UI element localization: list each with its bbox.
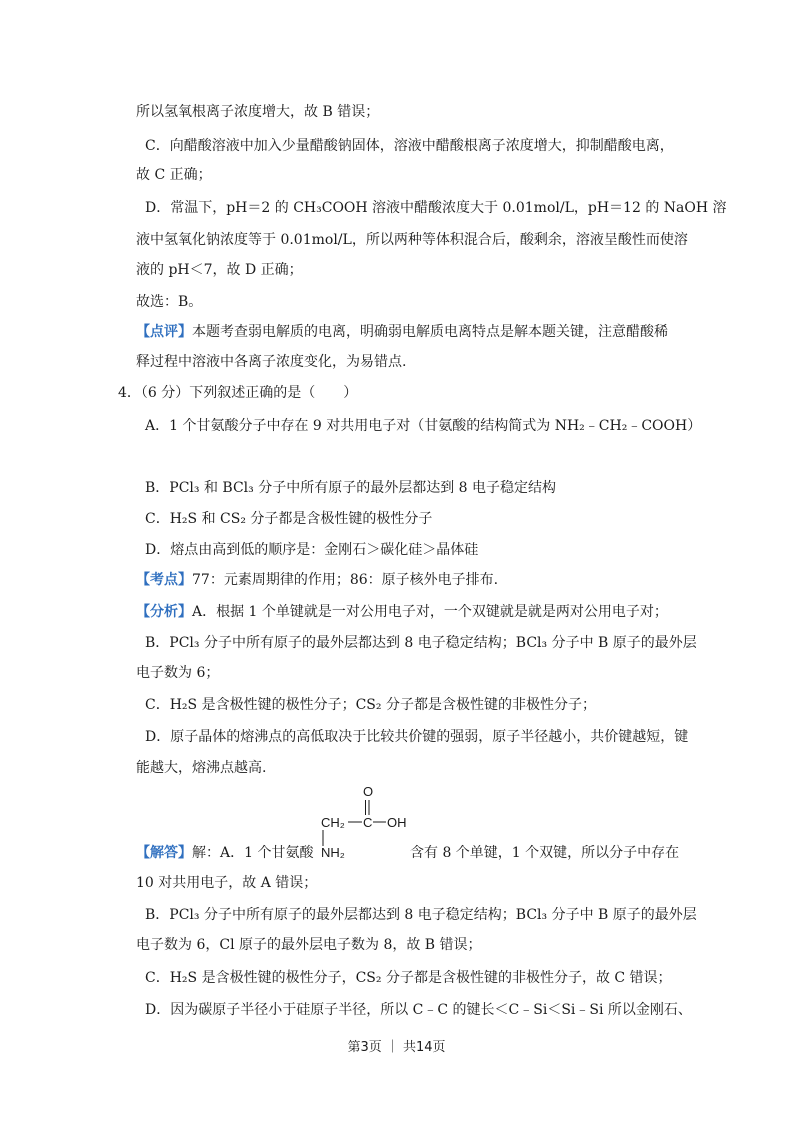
analysis-tag: 【分析】 bbox=[136, 604, 192, 620]
knowledge-text: 77：元素周期律的作用；86：原子核外电子排布. bbox=[192, 572, 499, 588]
comment-text: 本题考查弱电解质的电离，明确弱电解质电离特点是解本题关键，注意醋酸稀 bbox=[192, 324, 668, 340]
question-title: 4．（6 分）下列叙述正确的是（ ） bbox=[118, 385, 358, 401]
carbon-label: C bbox=[363, 815, 373, 830]
text-line: C．向醋酸溶液中加入少量醋酸钠固体，溶液中醋酸根离子浓度增大，抑制醋酸电离， bbox=[145, 138, 674, 154]
option-c: C．H₂S 和 CS₂ 分子都是含极性键的极性分子 bbox=[145, 511, 433, 527]
glycine-structure bbox=[318, 784, 410, 864]
answer-line bbox=[136, 843, 313, 863]
text-line: 故选：B。 bbox=[136, 294, 203, 310]
option-d: D．熔点由高到低的顺序是：金刚石＞碳化硅＞晶体硅 bbox=[145, 542, 479, 558]
knowledge-point-line bbox=[136, 570, 498, 590]
nh2-label: NH₂ bbox=[321, 845, 345, 860]
option-a: A．1 个甘氨酸分子中存在 9 对共用电子对（甘氨酸的结构简式为 NH₂﹣CH₂﹣COOH） bbox=[145, 418, 702, 434]
text-line: B．PCl₃ 分子中所有原子的最外层都达到 8 电子稳定结构；BCl₃ 分子中 B 原子的最外层 bbox=[145, 907, 697, 923]
analysis-line bbox=[136, 602, 668, 622]
answer-text-continued: 含有 8 个单键，1 个双键，所以分子中存在 bbox=[410, 845, 680, 861]
text-line: 故 C 正确； bbox=[136, 167, 212, 183]
knowledge-tag: 【考点】 bbox=[136, 572, 192, 588]
analysis-text: A．根据 1 个单键就是一对公用电子对，一个双键就是就是两对公用电子对； bbox=[192, 604, 668, 620]
text-line: D．因为碳原子半径小于硅原子半径，所以 C﹣C 的键长＜C﹣Si＜Si﹣Si 所以金刚石、 bbox=[145, 1002, 692, 1018]
text-line: 液中氢氧化钠浓度等于 0.01mol/L，所以两种等体积混合后，酸剩余，溶液呈酸性而使溶 bbox=[136, 232, 688, 248]
text-line: 释过程中溶液中各离子浓度变化，为易错点. bbox=[136, 354, 407, 370]
ch2-label: CH₂ bbox=[321, 815, 345, 830]
text-line: 电子数为 6； bbox=[136, 665, 220, 681]
text-line: 电子数为 6，Cl 原子的最外层电子数为 8，故 B 错误； bbox=[136, 937, 482, 953]
text-line: 所以氢氧根离子浓度增大，故 B 错误； bbox=[136, 104, 380, 120]
text-line: 液的 pH＜7，故 D 正确； bbox=[136, 262, 303, 278]
text-line: 能越大，熔沸点越高. bbox=[136, 760, 267, 776]
hydroxyl-label: OH bbox=[387, 815, 407, 830]
text-line: C．H₂S 是含极性键的极性分子，CS₂ 分子都是含极性键的非极性分子，故 C 错误； bbox=[145, 970, 672, 986]
comment-tag: 【点评】 bbox=[136, 324, 192, 340]
text-line: 10 对共用电子，故 A 错误； bbox=[136, 875, 318, 891]
oxygen-label: O bbox=[363, 784, 374, 799]
text-line: D．原子晶体的熔沸点的高低取决于比较共价键的强弱，原子半径越小，共价键越短，键 bbox=[145, 729, 689, 745]
page-footer: 第3页 ｜ 共14页 bbox=[347, 1040, 446, 1055]
text-line: B．PCl₃ 分子中所有原子的最外层都达到 8 电子稳定结构；BCl₃ 分子中 B 原子的最外层 bbox=[145, 635, 697, 651]
answer-tag: 【解答】 bbox=[136, 845, 192, 861]
text-line: C．H₂S 是含极性键的极性分子；CS₂ 分子都是含极性键的非极性分子； bbox=[145, 697, 596, 713]
answer-text: 解：A．1 个甘氨酸 bbox=[192, 845, 314, 861]
comment-line bbox=[136, 322, 668, 342]
option-b: B．PCl₃ 和 BCl₃ 分子中所有原子的最外层都达到 8 电子稳定结构 bbox=[145, 480, 557, 496]
text-line: D．常温下，pH＝2 的 CH₃COOH 溶液中醋酸浓度大于 0.01mol/L，pH＝12 的 NaOH 溶 bbox=[145, 200, 727, 216]
